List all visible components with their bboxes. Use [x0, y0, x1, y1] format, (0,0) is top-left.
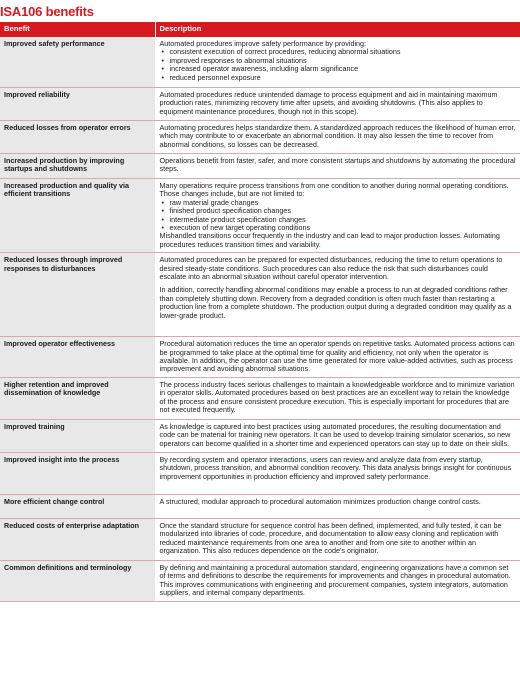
benefit-cell: Improved training — [0, 419, 155, 452]
description-cell: Operations benefit from faster, safer, and more consistent startups and shutdowns by automating the procedural steps. — [155, 154, 520, 179]
table-row — [0, 37, 520, 88]
description-intro: Many operations require process transitions from one condition to another during normal operating conditions. Those changes include, but are not limited to: — [159, 181, 509, 199]
bullet-item: • consistent execution of correct procedures, reducing abnormal situations — [170, 48, 517, 56]
benefit-cell: Improved safety performance — [0, 37, 155, 88]
table-row — [0, 154, 520, 179]
description-cell: Procedural automation reduces the time an operator spends on repetitive tasks. Automated process actions can be programmed to take place at the optimal time for quality and efficiency, not only when the operator is available. In addition, the operator can use the time generated for more value-added activities, such as process improvement and avoiding abnormal situations. — [155, 337, 520, 378]
benefit-cell: Improved operator effectiveness — [0, 337, 155, 378]
table-row — [0, 179, 520, 253]
bullet-item: • intermediate product specification changes — [170, 216, 517, 224]
benefit-cell: Improved reliability — [0, 88, 155, 121]
header-benefit: Benefit — [0, 22, 155, 37]
table-row — [0, 377, 520, 419]
table-row — [0, 518, 520, 560]
table-row — [0, 452, 520, 494]
benefit-cell: Increased production by improving startups and shutdowns — [0, 154, 155, 179]
benefit-cell: Reduced costs of enterprise adaptation — [0, 518, 155, 560]
benefit-cell: Reduced losses through improved responses to disturbances — [0, 253, 155, 337]
benefit-cell: More efficient change control — [0, 494, 155, 518]
description-outro: Mishandled transitions occur frequently in the industry and can lead to major production losses. Automating procedures reduces transition times and variability. — [159, 231, 500, 249]
table-row — [0, 494, 520, 518]
table-row — [0, 560, 520, 601]
table-row — [0, 253, 520, 337]
description-cell — [155, 179, 520, 253]
table-row — [0, 419, 520, 452]
benefit-cell: Higher retention and improved dissemination of knowledge — [0, 377, 155, 419]
bullet-item: • finished product specification changes — [170, 207, 517, 215]
description-paragraph: Automated procedures can be prepared for expected disturbances, reducing the time to return operations to desired steady-state conditions. Such procedures can also reduce the risk that such disturbances could escalate into an abnormal situation without careful operator intervention. — [159, 255, 503, 282]
bullet-item: • increased operator awareness, including alarm significance — [170, 65, 517, 73]
benefit-cell: Common definitions and terminology — [0, 560, 155, 601]
table-row — [0, 121, 520, 154]
description-cell: Automated procedures reduce unintended damage to process equipment and aid in maintaining maximum production rates, minimizing recovery time after upsets, and avoiding shutdowns. (This also applies to equipment maintenance procedures, though not in this scope). — [155, 88, 520, 121]
table-title: ISA106 benefits — [0, 4, 94, 19]
bullet-item: • improved responses to abnormal situations — [170, 57, 517, 65]
table-row — [0, 88, 520, 121]
description-cell: As knowledge is captured into best practices using automated procedures, the resulting documentation and code can be material for training new operators. It can be used to develop training simulator scenarios, so new operators can become qualified in a shorter time and experienced operators can stay up to date on their skills. — [155, 419, 520, 452]
description-cell — [155, 253, 520, 337]
benefits-table — [0, 22, 520, 602]
description-cell: The process industry faces serious challenges to maintain a knowledgeable workforce and to minimize variation in operator skills. Automated procedures based on best practices are an excellent way to retain the knowledge of the process and ensure consistent procedure execution. This is especially important for procedures that are not executed frequently. — [155, 377, 520, 419]
benefit-cell: Reduced losses from operator errors — [0, 121, 155, 154]
description-cell: By defining and maintaining a procedural automation standard, engineering organizations have a common set of terms and definitions to describe the requirements for improvements and changes in procedural automation. This improves communications with engineering and procurement companies, system integrators, automation suppliers, and internal company departments. — [155, 560, 520, 601]
description-paragraph: In addition, correctly handling abnormal conditions may enable a process to run at degraded conditions rather than completely shutting down. Recovery from a degraded condition is often much faster than restarting a production line from a complete shutdown. The production output during a degraded condition may qualify as a lower-grade product. — [159, 285, 512, 320]
description-intro: Automated procedures improve safety performance by providing: — [159, 39, 367, 48]
description-cell: A structured, modular approach to procedural automation minimizes production change control costs. — [155, 494, 520, 518]
table-row — [0, 337, 520, 378]
description-bullets — [160, 48, 517, 82]
benefit-cell: Increased production and quality via efficient transitions — [0, 179, 155, 253]
bullet-item: • execution of new target operating conditions — [170, 224, 517, 232]
description-bullets — [160, 199, 517, 233]
table-header — [0, 22, 520, 37]
header-description: Description — [155, 22, 520, 37]
benefit-cell: Improved insight into the process — [0, 452, 155, 494]
bullet-item: • reduced personnel exposure — [170, 74, 517, 82]
bullet-item: • raw material grade changes — [170, 199, 517, 207]
description-cell: Automating procedures helps standardize them. A standardized approach reduces the likelihood of human error, which may contribute to or exacerbate an abnormal condition. It may also lessen the time to recover from abnormal conditions, so losses can be decreased. — [155, 121, 520, 154]
description-cell: Once the standard structure for sequence control has been defined, implemented, and fully tested, it can be modularized into libraries of code, procedure, and documentation to allow easy cloning and replication with reduced maintenance requirements from one area to another and from one site to another within an organization. This also reduces dependence on the code's originator. — [155, 518, 520, 560]
description-cell: By recording system and operator interactions, users can review and analyze data from every startup, shutdown, process transition, and abnormal condition recovery. This data analysis brings insight for continuous improvement opportunities in production efficiency and improved safety performance. — [155, 452, 520, 494]
description-cell — [155, 37, 520, 88]
